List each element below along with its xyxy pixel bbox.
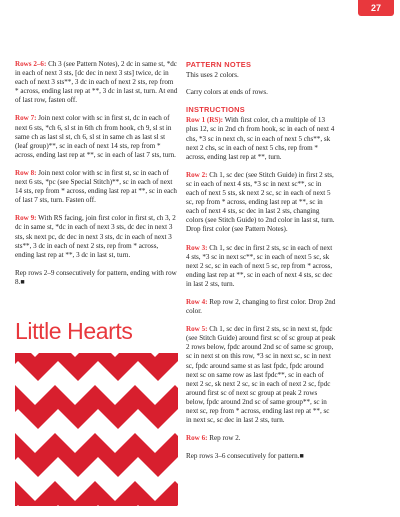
row-text: Rep row 2. xyxy=(207,434,241,443)
row-text: Rep row 2, changing to first color. Drop 2nd color. xyxy=(186,297,336,316)
row-2-6-instruction xyxy=(15,60,178,105)
row-text: Join next color with sc in first st, sc in each of next 6 sts, *pc (see Special Stitch)**, sc in each of next 14 sts, rep from * across, ending last rep at **, sc in each of last 7 sts, turn. Fasten off. xyxy=(15,168,177,205)
pattern-notes-heading: PATTERN NOTES xyxy=(186,60,252,69)
row-1-instruction xyxy=(186,116,336,161)
row-label: Rows 2–6: xyxy=(15,60,47,68)
page-number: 27 xyxy=(358,0,394,16)
row-label: Row 5: xyxy=(186,325,208,334)
repeat-note: Rep rows 2–9 consecutively for pattern, ending with row 8.■ xyxy=(15,268,177,286)
row-7-instruction xyxy=(15,114,178,159)
row-label: Row 1 (RS): xyxy=(186,116,224,125)
row-text: Ch 1, sc dec in first 2 sts, sc in each of next 4 sts, *3 sc in next sc**, sc in each of next 5 sc, sk next 2 sc, sc in each of next 5 sc, rep from * across, ending last rep at **, sc in each of next 4 sts, sc dec in last 2 sts, turn. xyxy=(186,243,333,288)
row-label: Row 8: xyxy=(15,168,37,177)
note-colors: This uses 2 colors. xyxy=(186,71,239,80)
row-label: Row 6: xyxy=(186,434,208,443)
row-text: With first color, ch a multiple of 13 plus 12, sc in 2nd ch from hook, sc in each of next 4 chs, *3 sc in next ch, sc in each of next 5 chs**, sk next 2 chs, sc in each of next 5 chs, rep from * across, ending last rep at **, turn. xyxy=(186,116,335,161)
heart-chevron-pattern-icon xyxy=(15,353,178,506)
row-4-instruction xyxy=(186,298,336,316)
row-6-instruction xyxy=(186,434,336,443)
note-carry: Carry colors at ends of rows. xyxy=(186,88,268,97)
row-text: Ch 1, sc dec (see Stitch Guide) in first 2 sts, sc in each of next 4 sts, *3 sc in next sc**, sc in each of next 5 sts, sk next 2 sc, sc in each of next 5 sc, rep from * across, ending last rep at **, sc in each of next 4 sts, sc dec in last 2 sts, changing colors (see Stitch Guide) to 2nd color in last st, turn. Drop first color (see Pattern Notes). xyxy=(186,170,335,234)
row-text: Ch 3 (see Pattern Notes), 2 dc in same st, *dc in each of next 3 sts, [dc dec in next 3 sts] twice, dc in each of next 3 sts**, 3 dc in each of next 2 sts, rep from * across, ending last rep at **, 3 dc in last st, turn. At end of last row, fasten off. xyxy=(15,60,178,105)
row-text: Ch 1, sc dec in first 2 sts, sc in next st, fpdc (see Stitch Guide) around first sc of sc group at peak 2 rows below, fpdc around 2nd sc of same sc group, sc in next st on this row, *3 sc in next sc, sc in next sc, fpdc around same st as last fpdc, fpdc around next sc on same row as last fpdc**, sc in each of next 2 sc, sk next 2 sc, sc in each of next 2 sc, fpdc around first sc of next sc group at peak 2 rows below, fpdc around 2nd sc of same group**, sc in next sc, rep from * across, ending last rep at **, sc in next sc, sc dec in last 2 sts, turn. xyxy=(186,325,336,425)
row-9-instruction xyxy=(15,214,178,259)
row-label: Row 9: xyxy=(15,214,37,223)
right-column xyxy=(186,60,336,470)
row-5-instruction xyxy=(186,325,336,425)
row-3-instruction xyxy=(186,244,336,289)
left-column xyxy=(15,60,178,296)
row-8-instruction xyxy=(15,169,178,205)
row-2-instruction xyxy=(186,171,336,235)
row-label: Row 7: xyxy=(15,114,37,123)
row-label: Row 4: xyxy=(186,297,208,306)
crochet-swatch-image xyxy=(15,353,178,506)
pattern-title: Little Hearts xyxy=(15,318,133,344)
row-label: Row 2: xyxy=(186,170,208,179)
row-text: Join next color with sc in first st, dc in each of next 6 sts, *ch 6, sl st in 6th ch from hook, ch 9, sl st in same ch as last sl st, ch 6, sl st in same ch as last sl st (leaf group)**, sc in each of next 14 sts, rep from * across, ending last rep at **, sc in each of last 7 sts, turn. xyxy=(15,114,176,159)
instructions-heading: INSTRUCTIONS xyxy=(186,105,246,115)
repeat-note: Rep rows 3–6 consecutively for pattern.■ xyxy=(186,452,304,461)
row-label: Row 3: xyxy=(186,243,208,252)
row-text: With RS facing, join first color in first st, ch 3, 2 dc in same st, *dc in each of next 3 sts, dc dec in next 3 sts, sk next pc, dc dec in next 3 sts, dc in each of next 3 sts**, 3 dc in each of next 2 sts, rep from * across, ending last rep at **, 3 dc in last st, turn. xyxy=(15,214,176,259)
